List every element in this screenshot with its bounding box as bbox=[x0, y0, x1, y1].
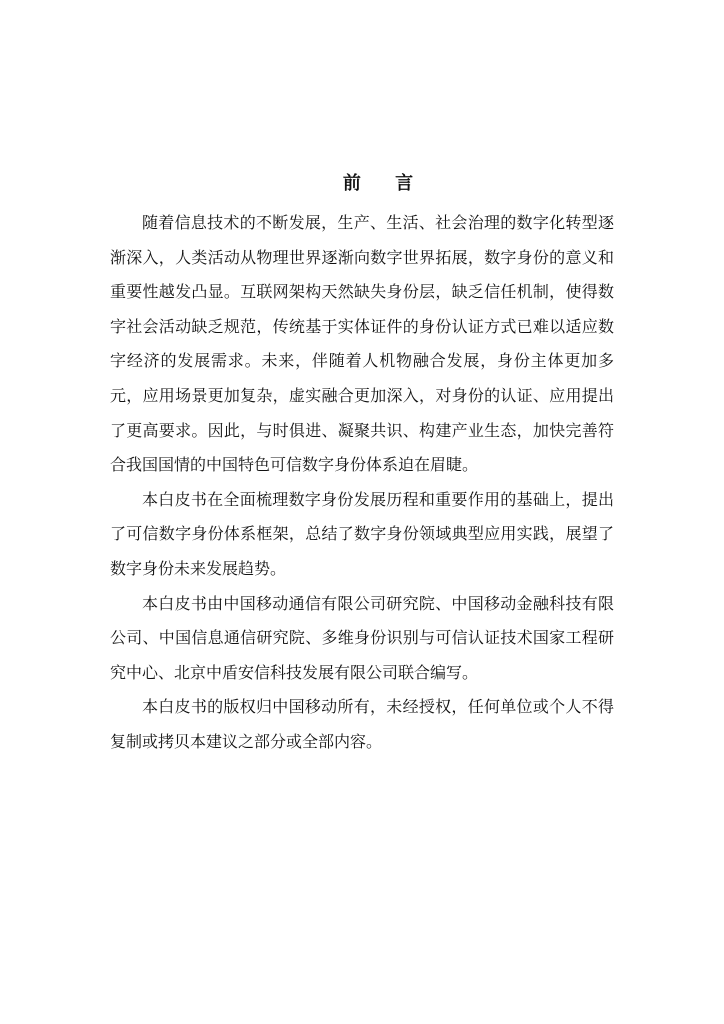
preface-body bbox=[110, 206, 614, 760]
page-title: 前 言 bbox=[342, 173, 428, 194]
paragraph-copyright: 本白皮书的版权归中国移动所有，未经授权，任何单位或个人不得复制或拷贝本建议之部分或全部内容。 bbox=[110, 697, 614, 751]
paragraph-authors: 本白皮书由中国移动通信有限公司研究院、中国移动金融科技有限公司、中国信息通信研究院、多维身份识别与可信认证技术国家工程研究中心、北京中盾安信科技发展有限公司联合编写。 bbox=[110, 593, 614, 682]
paragraph-scope: 本白皮书在全面梳理数字身份发展历程和重要作用的基础上，提出了可信数字身份体系框架，总结了数字身份领域典型应用实践，展望了数字身份未来发展趋势。 bbox=[110, 489, 614, 578]
paragraph-background: 随着信息技术的不断发展，生产、生活、社会治理的数字化转型逐渐深入，人类活动从物理世界逐渐向数字世界拓展，数字身份的意义和重要性越发凸显。互联网架构天然缺失身份层，缺乏信任机制，使得数字社会活动缺乏规范，传统基于实体证件的身份认证方式已难以适应数字经济的发展需求。未来，伴随着人机物融合发展，身份主体更加多元，应用场景更加复杂，虚实融合更加深入，对身份的认证、应用提出了更高要求。因此，与时俱进、凝聚共识、构建产业生态，加快完善符合我国国情的中国特色可信数字身份体系迫在眉睫。 bbox=[110, 213, 614, 475]
